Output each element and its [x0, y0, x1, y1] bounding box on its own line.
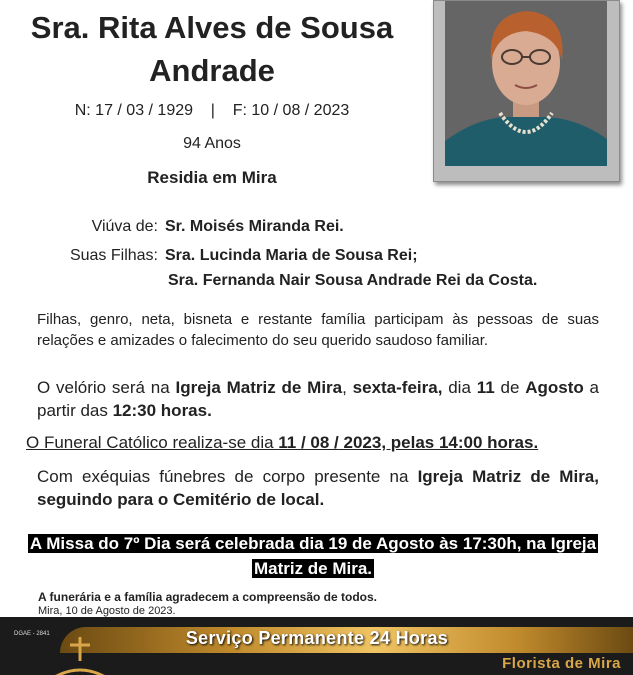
widow-value: Sr. Moisés Miranda Rei. [165, 218, 344, 235]
deceased-name-line2: Andrade [149, 53, 275, 88]
portrait-photo [445, 1, 607, 166]
exequies-text: Com exéquias fúnebres de corpo presente na [37, 467, 418, 486]
funeral-paragraph [26, 433, 608, 453]
mass-banner [18, 531, 608, 581]
wake-text-5: a partir das [37, 378, 599, 420]
wake-text-4: de [494, 378, 526, 397]
wake-time: 12:30 horas. [112, 401, 212, 420]
exequies-location: Igreja Matriz de Mira, seguindo para o Cemitério de local. [37, 467, 599, 509]
wake-paragraph [37, 376, 599, 422]
wake-weekday: sexta-feira, [352, 378, 443, 397]
funeral-text: O Funeral Católico realiza-se dia [26, 433, 279, 452]
daughter-1: Sra. Lucinda Maria de Sousa Rei; [165, 247, 418, 264]
age: 94 Anos [183, 135, 241, 152]
portrait-illustration [445, 1, 607, 166]
wake-text-1: O velório será na [37, 378, 176, 397]
wake-month: Agosto [525, 378, 584, 397]
mass-text: A Missa do 7º Dia será celebrada dia 19 de Agosto às 17:30h, na Igreja Matriz de Mira. [29, 534, 597, 578]
deceased-name-line1: Sra. Rita Alves de Sousa [30, 10, 394, 45]
widow-label: Viúva de: [91, 218, 158, 235]
footer [0, 617, 633, 675]
wake-church: Igreja Matriz de Mira [175, 378, 343, 397]
wake-day: 11 [476, 378, 495, 397]
license-code: DGAE - 2841 [14, 631, 50, 637]
photo-frame [433, 0, 620, 182]
residence: Residia em Mira [147, 168, 277, 187]
service-banner: Serviço Permanente 24 Horas [185, 628, 449, 648]
place-date: Mira, 10 de Agosto de 2023. [38, 605, 176, 617]
exequies-paragraph [37, 465, 599, 511]
wake-text-3: dia [442, 378, 477, 397]
funeral-datetime: 11 / 08 / 2023, pelas 14:00 horas. [278, 433, 539, 452]
wake-text-2: , [342, 378, 353, 397]
florist-name: Florista de Mira [502, 655, 621, 672]
daughter-2: Sra. Fernanda Nair Sousa Andrade Rei da Costa. [168, 272, 538, 289]
deceased-name [0, 6, 424, 92]
birth-death-dates: N: 17 / 03 / 1929 | F: 10 / 08 / 2023 [74, 102, 350, 119]
thanks-text: A funerária e a família agradecem a compreensão de todos. [38, 590, 378, 604]
daughters-label: Suas Filhas: [69, 247, 158, 264]
announcement-text: Filhas, genro, neta, bisneta e restante família participam às pessoas de suas relações e amizades o falecimento do seu querido saudoso familiar. [37, 311, 599, 349]
